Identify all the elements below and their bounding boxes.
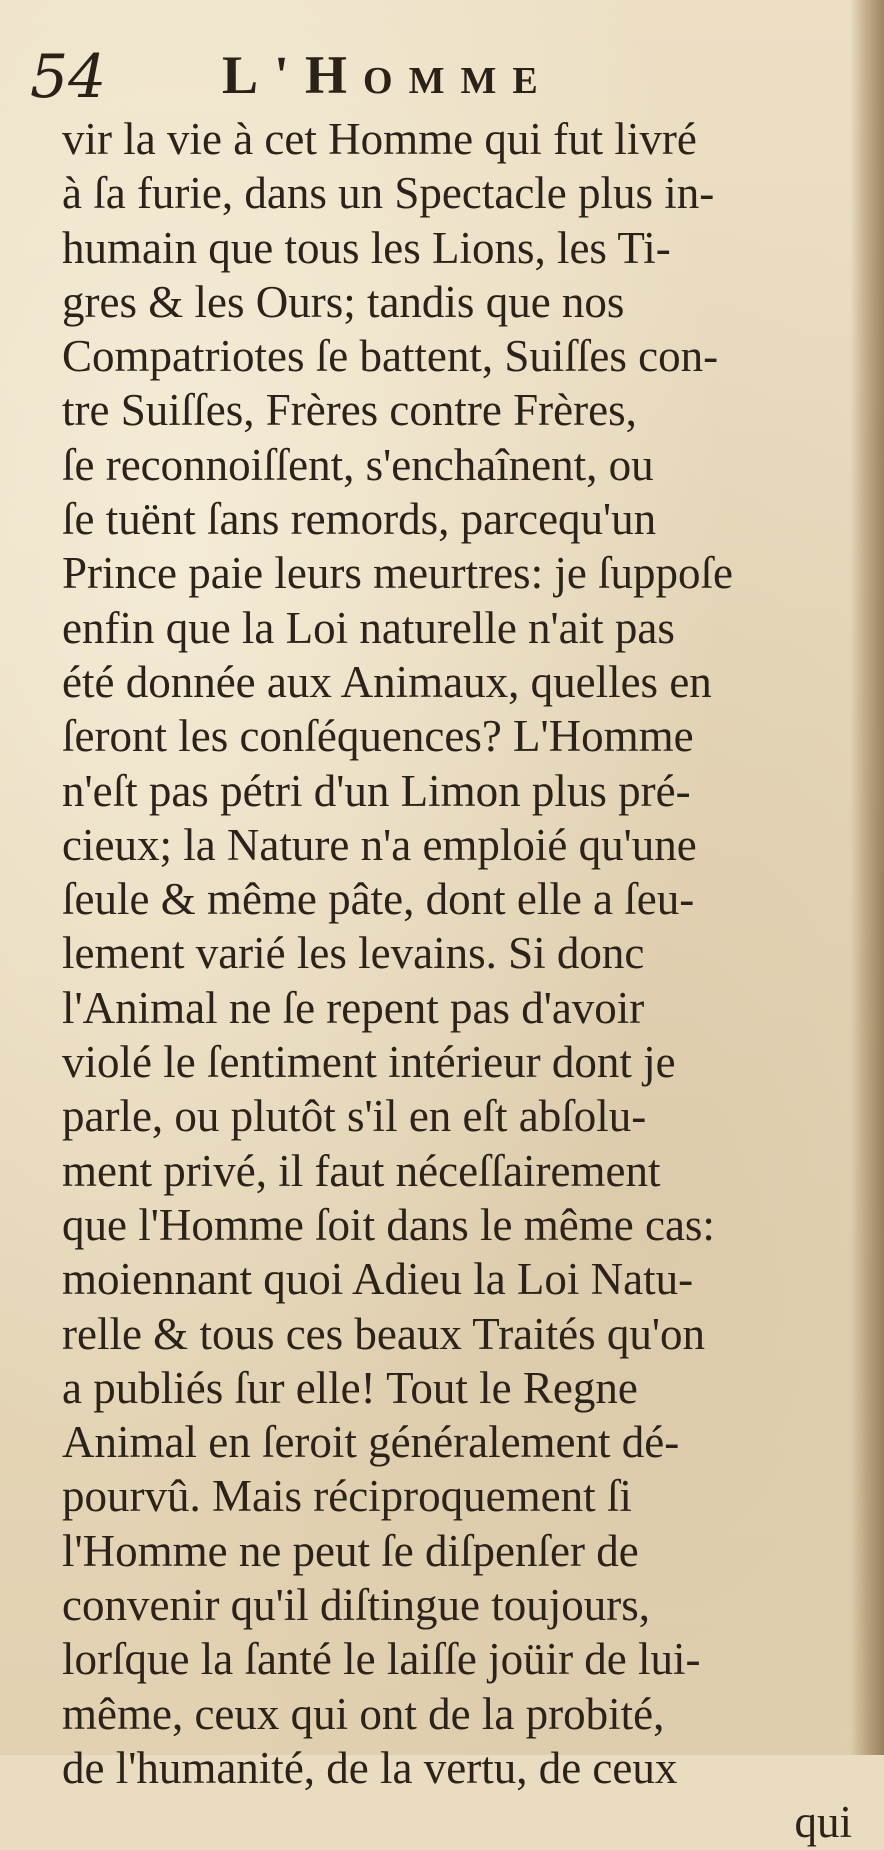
text-line: pourvû. Mais réciproquement ſi bbox=[62, 1471, 632, 1522]
text-line: tre Suiſſes, Frères contre Frères, bbox=[62, 385, 637, 436]
text-line: Animal en ſeroit généralement dé- bbox=[62, 1417, 680, 1468]
text-line: de l'humanité, de la vertu, de ceux bbox=[62, 1742, 678, 1793]
text-line: enfin que la Loi naturelle n'ait pas bbox=[62, 602, 675, 653]
text-line: à ſa furie, dans un Spectacle plus in- bbox=[62, 168, 715, 219]
running-title: L'Homme bbox=[222, 45, 554, 105]
text-line: ſe reconnoiſſent, s'enchaînent, ou bbox=[62, 439, 654, 490]
page-header bbox=[0, 30, 884, 120]
text-line: ſeront les conſéquences? L'Homme bbox=[62, 711, 694, 762]
text-line: a publiés ſur elle! Tout le Regne bbox=[62, 1362, 638, 1413]
text-line: gres & les Ours; tandis que nos bbox=[62, 276, 625, 327]
text-line: n'eſt pas pétri d'un Limon plus pré- bbox=[62, 765, 691, 816]
text-line: moiennant quoi Adieu la Loi Natu- bbox=[62, 1254, 694, 1305]
text-line: même, ceux qui ont de la probité, bbox=[62, 1688, 665, 1739]
text-line: convenir qu'il diſtingue toujours, bbox=[62, 1580, 651, 1631]
text-line: ſeule & même pâte, dont elle a ſeu- bbox=[62, 874, 695, 925]
text-line: vir la vie à cet Homme qui fut livré bbox=[62, 114, 697, 164]
text-line: violé le ſentiment intérieur dont je bbox=[62, 1037, 676, 1088]
text-line: humain que tous les Lions, les Ti- bbox=[62, 222, 671, 273]
text-line: relle & tous ces beaux Traités qu'on bbox=[62, 1308, 706, 1359]
catchword: qui bbox=[794, 1797, 852, 1848]
text-line: lorſque la ſanté le laiſſe joüir de lui- bbox=[62, 1634, 701, 1685]
text-line: Compatriotes ſe battent, Suiſſes con- bbox=[62, 331, 719, 382]
text-line: ſe tuënt ſans remords, parcequ'un bbox=[62, 494, 657, 545]
text-line: été donnée aux Animaux, quelles en bbox=[62, 656, 712, 707]
text-line: Prince paie leurs meurtres: je ſuppoſe bbox=[62, 548, 734, 599]
text-line: parle, ou plutôt s'il en eſt abſolu- bbox=[62, 1091, 647, 1142]
text-line: l'Homme ne peut ſe diſpenſer de bbox=[62, 1525, 639, 1576]
body-text bbox=[62, 112, 862, 1850]
text-line: lement varié les levains. Si donc bbox=[62, 928, 645, 979]
text-line: l'Animal ne ſe repent pas d'avoir bbox=[62, 982, 645, 1033]
page-number: 54 bbox=[30, 42, 107, 112]
text-line: ment privé, il faut néceſſairement bbox=[62, 1145, 661, 1196]
text-line: que l'Homme ſoit dans le même cas: bbox=[62, 1199, 715, 1250]
text-line: cieux; la Nature n'a emploié qu'une bbox=[62, 819, 697, 870]
